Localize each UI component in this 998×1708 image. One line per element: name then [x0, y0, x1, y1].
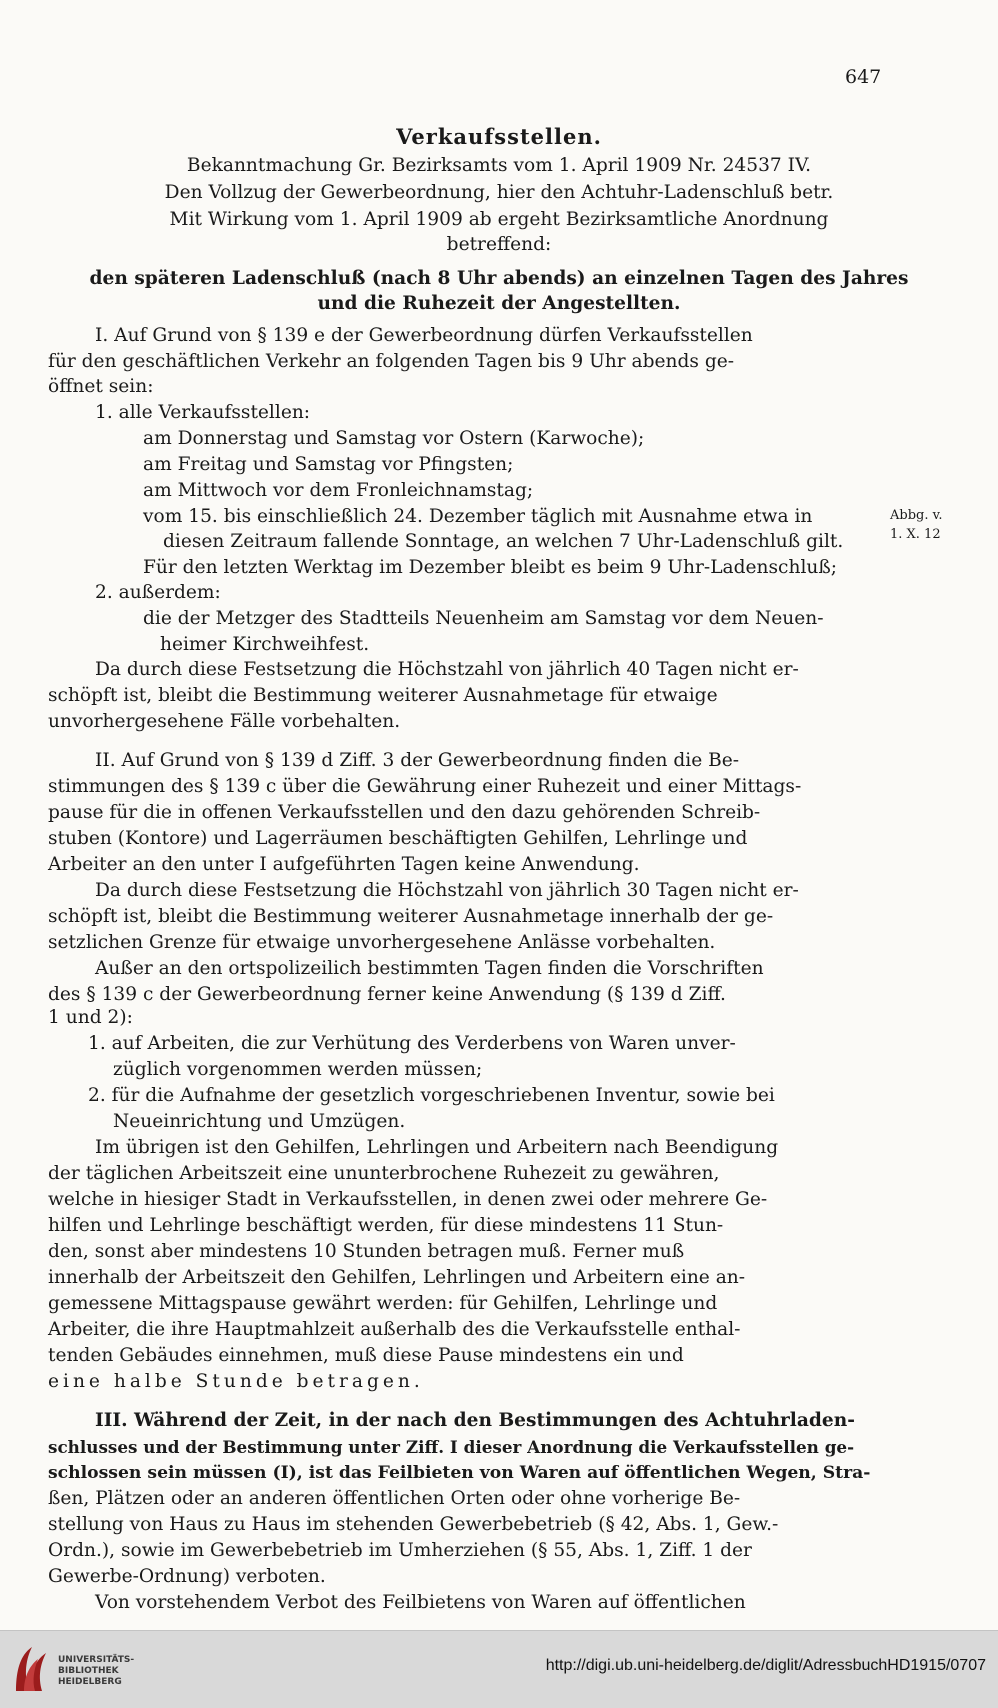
section-1-line: I. Auf Grund von § 139 e der Gewerbeordnung dürfen Verkaufsstellen — [95, 325, 753, 346]
section-2-line: tenden Gebäudes einnehmen, muß diese Pause mindestens ein und — [48, 1345, 684, 1366]
margin-note: 1. X. 12 — [890, 527, 941, 542]
section-3-line: Von vorstehendem Verbot des Feilbietens von Waren auf öffentlichen — [95, 1592, 746, 1613]
announcement-line: betreffend: — [446, 234, 552, 255]
section-2-line: Arbeiter an den unter I aufgeführten Tagen keine Anwendung. — [48, 854, 640, 875]
section-2-line: schöpft ist, bleibt die Bestimmung weiterer Ausnahmetage innerhalb der ge- — [48, 906, 774, 927]
logo-line: HEIDELBERG — [58, 1677, 122, 1687]
section-2-line: setzlichen Grenze für etwaige unvorhergesehene Anlässe vorbehalten. — [48, 932, 716, 953]
university-seal-icon — [10, 1641, 54, 1697]
section-1-line: für den geschäftlichen Verkehr an folgenden Tagen bis 9 Uhr abends ge- — [48, 351, 735, 372]
section-1-line: Da durch diese Festsetzung die Höchstzahl von jährlich 40 Tagen nicht er- — [95, 659, 799, 680]
section-2-line: Arbeiter, die ihre Hauptmahlzeit außerhalb des die Verkaufsstelle enthal- — [48, 1319, 741, 1340]
section-3-line: Ordn.), sowie im Gewerbebetrieb im Umherziehen (§ 55, Abs. 1, Ziff. 1 der — [48, 1540, 752, 1561]
section-2-line: pause für die in offenen Verkaufsstellen und den dazu gehörenden Schreib- — [48, 802, 761, 823]
section-2-line: Im übrigen ist den Gehilfen, Lehrlingen und Arbeitern nach Beendigung — [95, 1137, 779, 1158]
logo-line: BIBLIOTHEK — [58, 1666, 119, 1676]
section-2-line: der täglichen Arbeitszeit eine ununterbrochene Ruhezeit zu gewähren, — [48, 1163, 720, 1184]
section-3-line: schlossen sein müssen (I), ist das Feilbieten von Waren auf öffentlichen Wegen, Stra- — [48, 1463, 871, 1483]
section-1-line: 2. außerdem: — [95, 582, 221, 603]
section-3-line: Gewerbe-Ordnung) verboten. — [48, 1566, 326, 1587]
section-1-line: 1. alle Verkaufsstellen: — [95, 402, 311, 423]
section-1-line: schöpft ist, bleibt die Bestimmung weiterer Ausnahmetage für etwaige — [48, 685, 718, 706]
section-3-line: ßen, Plätzen oder an anderen öffentlichen Orten oder ohne vorherige Be- — [48, 1488, 741, 1509]
section-2-line: 2. für die Aufnahme der gesetzlich vorgeschriebenen Inventur, sowie bei — [88, 1085, 775, 1106]
section-1-line: am Mittwoch vor dem Fronleichnamstag; — [143, 480, 534, 501]
section-2-line: 1. auf Arbeiten, die zur Verhütung des Verderbens von Waren unver- — [88, 1033, 736, 1054]
section-2-line: des § 139 c der Gewerbeordnung ferner keine Anwendung (§ 139 d Ziff. — [48, 984, 726, 1005]
section-2-line: II. Auf Grund von § 139 d Ziff. 3 der Gewerbeordnung finden die Be- — [95, 750, 740, 771]
section-1-line: Für den letzten Werktag im Dezember bleibt es beim 9 Uhr-Ladenschluß; — [143, 557, 838, 578]
section-1-line: diesen Zeitraum fallende Sonntage, an welchen 7 Uhr-Ladenschluß gilt. — [163, 531, 844, 552]
section-2-line: 1 und 2): — [48, 1007, 133, 1028]
section-2-line: innerhalb der Arbeitszeit den Gehilfen, Lehrlingen und Arbeitern eine an- — [48, 1267, 746, 1288]
section-3-line: III. Während der Zeit, in der nach den Bestimmungen des Achtuhrladen- — [95, 1410, 855, 1431]
section-2-line: welche in hiesiger Stadt in Verkaufsstellen, in denen zwei oder mehrere Ge- — [48, 1189, 768, 1210]
section-3-line: schlusses und der Bestimmung unter Ziff. I dieser Anordnung die Verkaufsstellen ge- — [48, 1437, 855, 1457]
section-2-line: Da durch diese Festsetzung die Höchstzahl von jährlich 30 Tagen nicht er- — [95, 880, 799, 901]
section-2-line: den, sonst aber mindestens 10 Stunden betragen muß. Ferner muß — [48, 1241, 685, 1262]
announcement-line: Den Vollzug der Gewerbeordnung, hier den Achtuhr-Ladenschluß betr. — [164, 182, 834, 203]
permalink-url[interactable]: http://digi.ub.uni-heidelberg.de/diglit/AdressbuchHD1915/0707 — [545, 1657, 986, 1674]
subject-heading: den späteren Ladenschluß (nach 8 Uhr abends) an einzelnen Tagen des Jahres — [89, 268, 909, 289]
section-1-line: die der Metzger des Stadtteils Neuenheim am Samstag vor dem Neuen- — [143, 608, 824, 629]
section-2-line: Außer an den ortspolizeilich bestimmten Tagen finden die Vorschriften — [95, 958, 764, 979]
viewer-footer — [0, 1630, 998, 1708]
page-title: Verkaufsstellen. — [396, 124, 602, 149]
section-2-line: Neueinrichtung und Umzügen. — [113, 1111, 406, 1132]
announcement-line: Bekanntmachung Gr. Bezirksamts vom 1. April 1909 Nr. 24537 IV. — [186, 155, 812, 176]
announcement-line: Mit Wirkung vom 1. April 1909 ab ergeht Bezirksamtliche Anordnung — [169, 209, 829, 230]
section-1-line: unvorhergesehene Fälle vorbehalten. — [48, 711, 401, 732]
section-2-line: stuben (Kontore) und Lagerräumen beschäftigten Gehilfen, Lehrlinge und — [48, 828, 748, 849]
section-2-line: züglich vorgenommen werden müssen; — [113, 1059, 483, 1080]
section-1-line: heimer Kirchweihfest. — [160, 634, 370, 655]
section-1-line: öffnet sein: — [48, 376, 154, 397]
subject-heading: und die Ruhezeit der Angestellten. — [317, 293, 681, 314]
section-2-line: hilfen und Lehrlinge beschäftigt werden, für diese mindestens 11 Stun- — [48, 1215, 724, 1236]
section-1-line: vom 15. bis einschließlich 24. Dezember täglich mit Ausnahme etwa in — [143, 506, 813, 527]
library-logo[interactable] — [58, 1655, 134, 1688]
logo-line: UNIVERSITÄTS- — [58, 1655, 135, 1665]
section-2-line: eine halbe Stunde betragen. — [48, 1371, 424, 1392]
margin-note: Abbg. v. — [890, 508, 943, 523]
section-3-line: stellung von Haus zu Haus im stehenden Gewerbebetrieb (§ 42, Abs. 1, Gew.- — [48, 1514, 779, 1535]
section-1-line: am Donnerstag und Samstag vor Ostern (Karwoche); — [143, 428, 645, 449]
section-2-line: gemessene Mittagspause gewährt werden: für Gehilfen, Lehrlinge und — [48, 1293, 718, 1314]
section-1-line: am Freitag und Samstag vor Pfingsten; — [143, 454, 514, 475]
page-number: 647 — [845, 66, 882, 88]
section-2-line: stimmungen des § 139 c über die Gewährung einer Ruhezeit und einer Mittags- — [48, 776, 802, 797]
